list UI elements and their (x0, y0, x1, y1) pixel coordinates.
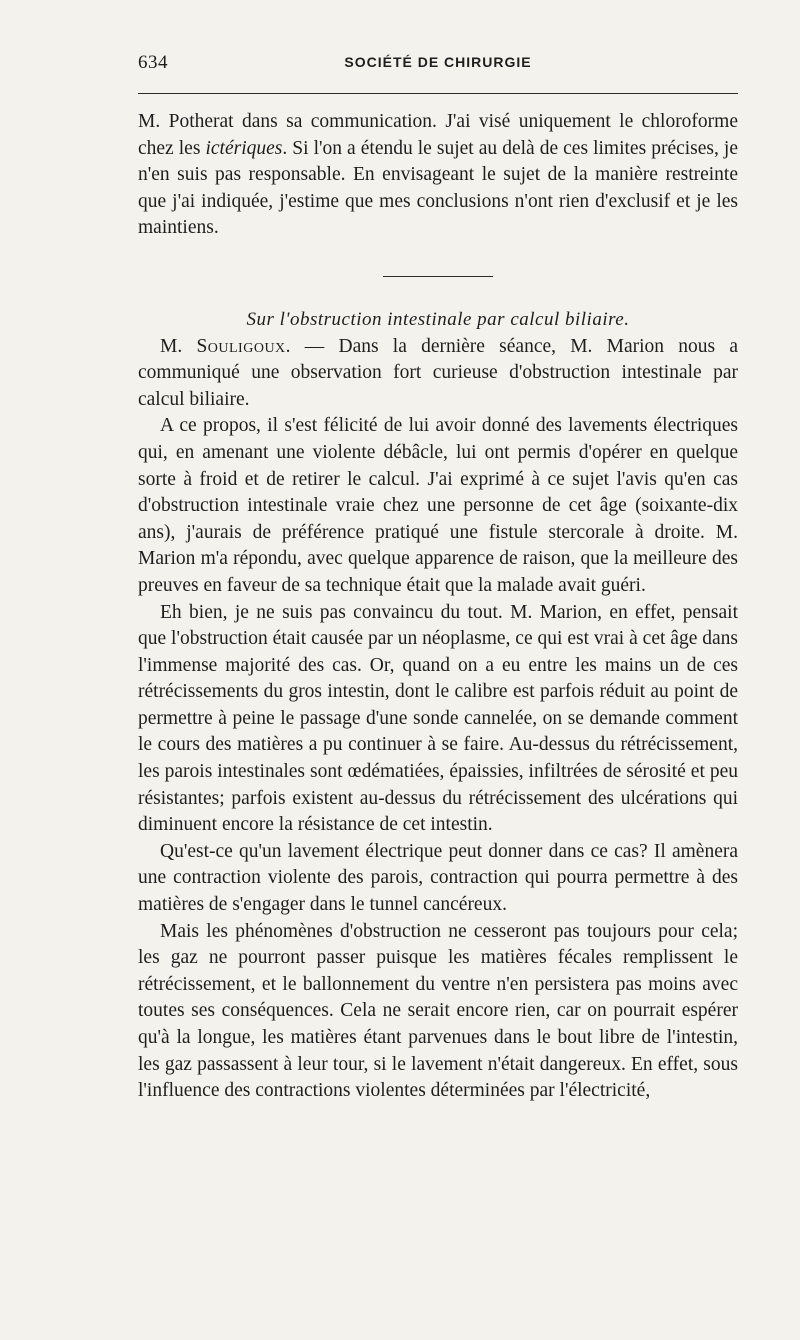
speaker-name: Souligoux (196, 335, 286, 357)
intro-text-1: M. Potherat dans sa communication. J'ai visé uniquement le chloroforme chez les (138, 111, 738, 159)
body-paragraph: Eh bien, je ne suis pas convaincu du tout. M. Marion, en effet, pensait que l'obstruction était causée par un néoplasme, ce qui est vrai à cet âge dans l'immense majorité des cas. Or, quand on a eu entre les mains un de ces rétrécissements du gros intestin, dont le calibre est parfois réduit au point de permettre à peine le passage d'une sonde cannelée, on se demande comment le cours des matières a pu continuer à se faire. Au-dessus du rétrécissement, les parois intestinales sont œdématiées, épaissies, infiltrées de sérosité et peu résistantes; parfois existent au-dessus du rétrécissement des ulcérations qui diminuent encore la résistance de cet intestin. (138, 601, 738, 836)
page-number: 634 (138, 52, 168, 73)
running-head: SOCIÉTÉ DE CHIRURGIE (344, 54, 532, 70)
body-paragraph: Qu'est-ce qu'un lavement électrique peut donner dans ce cas? Il amènera une contraction violente des parois, contraction qui pourra permettre à des matières de s'engager dans le tunnel cancéreux. (138, 840, 738, 916)
speaker-lead: . — Dans la dernière séance, M. Marion nous a communiqué une observation fort curieuse d'obstruction intestinale par calcul biliaire. (138, 335, 738, 410)
intro-paragraph (138, 109, 738, 242)
body-text (138, 109, 738, 1105)
body-paragraph: Mais les phénomènes d'obstruction ne cesseront pas toujours pour cela; les gaz ne pourront passer puisque les matières fécales remplissent le rétrécissement, et le ballonnement du ventre n'en persistera pas moins avec toutes ses conséquences. Cela ne serait encore rien, car on pourrait espérer qu'à la longue, les matières étant parvenues dans le bout libre de l'intestin, les gaz passassent à leur tour, si le lavement n'était dangereux. En effet, sous l'influence des contractions violentes déterminées par l'électricité, (138, 920, 738, 1102)
section-title: Sur l'obstruction intestinale par calcul biliaire. (246, 308, 630, 330)
header-rule (138, 93, 738, 94)
page-header (138, 52, 738, 76)
intro-emphasis: ictériques (205, 137, 283, 159)
speaker-paragraph (138, 334, 738, 414)
section-divider (383, 276, 493, 277)
speaker-prefix: M. (160, 335, 197, 357)
body-paragraph: A ce propos, il s'est félicité de lui avoir donné des lavements électriques qui, en amenant une violente débâcle, lui ont permis d'opérer en quelque sorte à froid et de retirer le calcul. J'ai exprimé à ce sujet l'avis qu'en cas d'obstruction intestinale vraie chez une personne de cet âge (soixante-dix ans), j'aurais de préférence pratiqué une fistule stercorale à droite. M. Marion m'a répondu, avec quelque apparence de raison, que la meilleure des preuves en faveur de sa technique était que la malade avait guéri. (138, 415, 738, 596)
intro-text-2: . Si l'on a étendu le sujet au delà de ces limites précises, je n'en suis pas responsable. En envisageant le sujet de la manière restreinte que j'ai indiquée, j'estime que mes conclusions n'ont rien d'exclusif et je les maintiens. (138, 137, 738, 239)
